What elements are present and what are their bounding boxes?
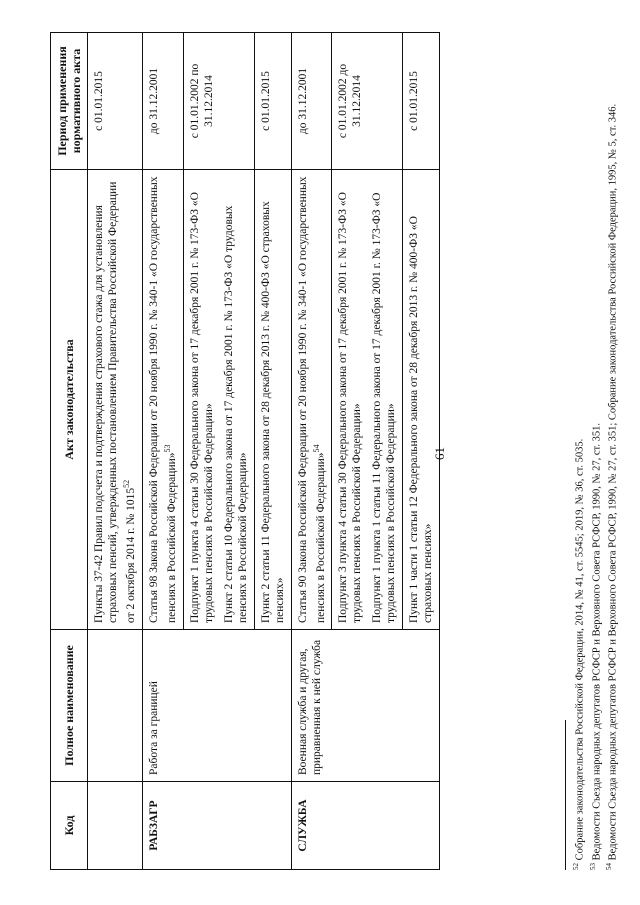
legislation-table	[50, 32, 440, 870]
period-cell: с 01.01.2015	[88, 33, 143, 170]
period-cell: с 01.01.2015	[403, 33, 440, 170]
act-cell: Подпункт 3 пункта 4 статьи 30 Федерального закона от 17 декабря 2001 г. № 173-ФЗ «О трудовых пенсиях в Российской Федерации» Подпункт 1 пункта 1 статьи 11 Федерального закона от 17 декабря 2001 г. № 173-ФЗ «О трудовых пенсиях в Российской Федерации»	[332, 170, 403, 630]
footnote-divider	[565, 720, 566, 870]
page-number: 61	[432, 447, 447, 460]
header-full-name: Полное наименование	[51, 630, 88, 782]
header-act: Акт законодательства	[51, 170, 88, 630]
table-row	[142, 33, 183, 870]
footnote: $^{52}$ Собрание законодательства Российской Федерации, 2014, № 41, ст. 5545; 2019, № 36, ст. 5035.	[572, 438, 586, 870]
act-cell: Подпункт 1 пункта 4 статьи 30 Федерального закона от 17 декабря 2001 г. № 173-ФЗ «О трудовых пенсиях в Российской Федерации» Пункт 2 статьи 10 Федерального закона от 17 декабря 2001 г. № 173-ФЗ «О трудовых пенсиях в Российской Федерации»	[183, 170, 254, 630]
footnotes	[565, 30, 620, 870]
full-name-cell: Военная служба и другая, приравненная к ней служба	[291, 630, 440, 782]
act-cell: Статья 90 Закона Российской Федерации от 20 ноября 1990 г. № 340-1 «О государственных пенсиях в Российской Федерации»$^{54}$	[291, 170, 332, 630]
header-code: Код	[51, 782, 88, 870]
period-cell: с 01.01.2015	[254, 33, 291, 170]
table-row	[291, 33, 332, 870]
footnote-ref: 53	[162, 444, 172, 453]
act-cell: Статья 98 Закона Российской Федерации от 20 ноября 1990 г. № 340-1 «О государственных пенсиях в Российской Федерации»$^{53}$	[142, 170, 183, 630]
act-cell: Пункты 37-42 Правил подсчета и подтверждения страхового стажа для установления страховых пенсий, утвержденных постановлением Правительства Российской Федерации от 2 октября 2014 г. № 1015$^{52}$	[88, 170, 143, 630]
code-cell: РАБЗАГР	[142, 782, 291, 870]
act-cell: Пункт 2 статьи 11 Федерального закона от 28 декабря 2013 г. № 400-ФЗ «О страховых пенсиях»	[254, 170, 291, 630]
header-period: Период применения нормативного акта	[51, 33, 88, 170]
full-name-cell: Работа за границей	[142, 630, 291, 782]
period-cell: с 01.01.2002 до 31.12.2014	[332, 33, 403, 170]
code-cell: СЛУЖБА	[291, 782, 440, 870]
footnote: $^{53}$ Ведомости Съезда народных депутатов РСФСР и Верховного Совета РСФСР, 1990, № 27, ст. 351.	[588, 423, 602, 870]
act-cell: Пункт 1 части 1 статьи 12 Федерального закона от 28 декабря 2013 г. № 400-ФЗ «О страховых пенсиях»	[403, 170, 440, 630]
period-cell: до 31.12.2001	[291, 33, 332, 170]
footnote-ref: 52	[122, 479, 131, 488]
period-cell: с 01.01.2002 по 31.12.2014	[183, 33, 254, 170]
period-cell: до 31.12.2001	[142, 33, 183, 170]
table-row	[88, 33, 143, 870]
table-header-row	[51, 33, 88, 870]
footnote: $^{54}$ Ведомости Съезда народных депутатов РСФСР и Верховного Совета РСФСР, 1990, № 27, ст. 351; Собрание законодательства Российской Федерации, 1995, № 5, ст. 346.	[605, 103, 619, 870]
footnote-ref: 54	[311, 444, 321, 453]
